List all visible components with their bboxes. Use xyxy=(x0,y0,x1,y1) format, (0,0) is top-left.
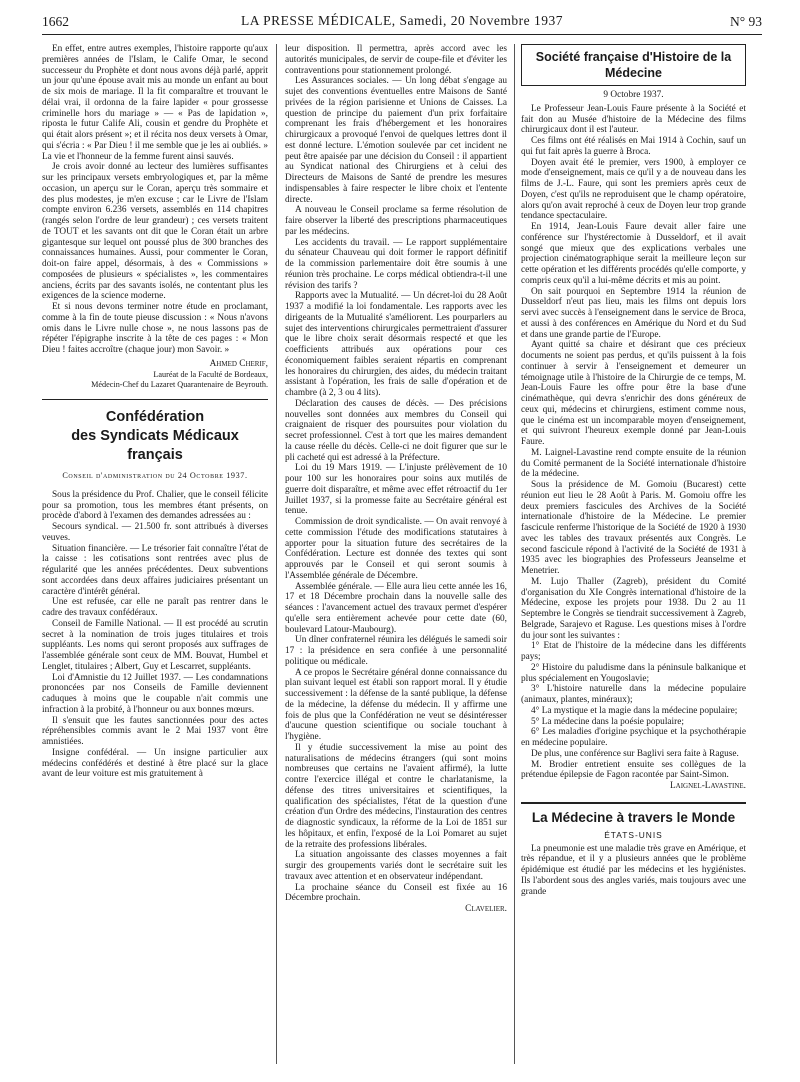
meeting-date: 9 Octobre 1937. xyxy=(603,90,664,100)
paragraph: Rapports avec la Mutualité. — Un décret-loi du 28 Août 1937 a modifié la loi fondamentale. Les rapports avec les dirigeants de la Mutualité s'améliorent. Les pourparlers au sujet des interventions chirurgicales permettraient d'assurer que le libre choix serait désormais respecté et que les coefficients attribués aux opérations pour ces économiquement faibles seraient répartis en comprenant les honoraires du chirurgien, des aides, du médecin traitant assistant à l'opération, les frais de salle d'opération et de chambre (à 2, 3 ou 4 lits). xyxy=(285,291,507,398)
paragraph: leur disposition. Il permettra, après accord avec les autorités municipales, de servir de coupe-file et d'éviter les contraventions pour stationnement prolongé. xyxy=(285,44,507,76)
paragraph: La pneumonie est une maladie très grave en Amérique, et très répandue, et il y a plusieurs années que le problème épidémique est étudié par les médecins et les hygiénistes. Ils l'abordent sous des angles variés, mais toujours avec une grande xyxy=(521,843,746,897)
paragraph: Sous la présidence du Prof. Chalier, que le conseil félicite pour sa promotion, tous les membres étant présents, on procède d'abord à l'examen des demandes adressées au : xyxy=(42,489,268,522)
paragraph: Il s'ensuit que les fautes sanctionnées pour des actes répréhensibles commis avant le 2 Mai 1937 vont être amnistiées. xyxy=(42,715,268,747)
paragraph: A ce propos le Secrétaire général donne connaissance du plan suivant lequel est établi son rapport moral. Il y étudie successivement : la défense de la santé publique, la défense de la médecine, la défense du médecin. Il y affirme une fois de plus que la Confédération ne veut se désintéresser d'aucune question scientifique ou sociale touchant à l'hygiène. xyxy=(285,667,507,742)
paragraph: Je crois avoir donné au lecteur des lumières suffisantes sur les principaux versets embryologiques et, par la même occasion, un aperçu sur le Coran, aperçu très sommaire et des plus modestes, je m'en excuse ; car le Livre de l'Islam compte environ 6.236 versets, assemblés en 114 chapitres (rangés selon l'ordre de leur grandeur) ; ces versets traitent de TOUT et les savants ont dit que le Coran était un arbre gigantesque sur lequel ont poussé plus de 300 branches des connaissances humaines. Aussi, pour commenter le Coran, doit-on faire appel, désormais, à des « Commissions » composées de plusieurs « spécialistes », les commentaires anciens, écrits par des savants isolés, ne contentant plus les exigences de la science moderne. xyxy=(42,162,268,302)
section-title xyxy=(42,408,268,465)
paragraph: En effet, entre autres exemples, l'histoire rapporte qu'aux premières années de l'Islam, le Calife Omar, le second successeur du Prophète et dont nous avons déjà parlé, apprit un jour qu'une épouse avait mis au monde un enfant au bout de six mois de mariage. Il la fit comparaître et trouvant le délai vrai, il ordonna de la faire lapider « pour grossesse criminelle hors du mariage » — « Pas de lapidation », riposta le futur Calife Ali, cousin et gendre du Prophète et qui était alors présent »; et il récita nos deux versets à Omar, qui s'écria : « Par Dieu ! il me semble que je les ai oubliés. » La vie et l'honneur de la femme furent ainsi sauvés. xyxy=(42,44,268,162)
section-subtitle: Conseil d'administration du 24 Octobre 1937. xyxy=(62,471,248,480)
list-item: 4° La mystique et la magie dans la médecine populaire; xyxy=(531,705,738,716)
column-middle xyxy=(285,44,507,1074)
paragraph: En 1914, Jean-Louis Faure devait aller faire une conférence sur l'hystérectomie à Dusseldorf, et il avait songé que mieux que des explications verbales une projection cinématographique serait la meilleure leçon sur cette opération et les différents procédés qu'elle comporte, y compris ceux qu'il a lui-même décrits et mis au point. xyxy=(521,222,746,286)
issue-number: N° 93 xyxy=(729,14,762,29)
list-item: 2° Histoire du paludisme dans la péninsule balkanique et plus spécialement en Yougoslavie; xyxy=(521,662,746,684)
paragraph: Loi du 19 Mars 1919. — L'injuste prélèvement de 10 pour 100 sur les honoraires pour soins aux mutilés de guerre doit disparaître, et même avec effet rétroactif du 1er Juillet 1937, si la promesse faite au Secrétaire général est tenue. xyxy=(285,463,507,517)
paragraph: Secours syndical. — 21.500 fr. sont attribués à diverses veuves. xyxy=(42,522,268,543)
paragraph: On sait pourquoi en Septembre 1914 la réunion de Dusseldorf n'eut pas lieu, mais les films ont depuis lors servi avec succès à l'enseignement dans le service de Broca, et aussi à des conférences en Amérique du Nord et du Sud et dans une grande partie de l'Europe. xyxy=(521,286,746,340)
paragraph: Assemblée générale. — Elle aura lieu cette année les 16, 17 et 18 Décembre prochain dans la nouvelle salle des séances : l'avancement actuel des travaux permet d'espérer qu'elle sera entièrement achevée pour cette date (60, boulevard Latour-Maubourg). xyxy=(285,581,507,635)
list-item: 1° Etat de l'histoire de la médecine dans les différents pays; xyxy=(521,641,746,662)
paragraph: Une est refusée, car elle ne paraît pas rentrer dans le cadre des travaux confédéraux. xyxy=(42,597,268,618)
paragraph: La prochaine séance du Conseil est fixée au 16 Décembre prochain. xyxy=(285,882,507,904)
paragraph: Un dîner confraternel réunira les délégués le samedi soir 17 : la présidence en sera confiée à une personnalité politique ou médicale. xyxy=(285,635,507,667)
paragraph: A nouveau le Conseil proclame sa ferme résolution de faire observer la liberté des prescriptions pharmaceutiques par les médecins. xyxy=(285,205,507,237)
paragraph: Situation financière. — Le trésorier fait connaître l'état de la caisse : les cotisations sont rentrées avec plus de régularité que les années précédentes. Deux subventions sont accordées dans deux affaires judiciaires présentant un caractère d'intérêt général. xyxy=(42,543,268,597)
section-title: Société française d'Histoire de la Médecine xyxy=(535,50,732,80)
title-line: des Syndicats Médicaux xyxy=(71,428,239,444)
title-line: Confédération xyxy=(105,409,205,425)
paragraph: De plus, une conférence sur Baglivi sera faite à Raguse. xyxy=(531,748,739,759)
column-left xyxy=(42,44,268,1074)
column-divider xyxy=(514,44,515,1064)
paragraph: Ayant quitté sa chaire et désirant que ces précieux documents ne soient pas perdus, et qu'ils puissent à la fois continuer à servir à l'enseignement et demeurer un témoignage utile à l'histoire de la Chirurgie de ce temps, M. Jean-Louis Faure les offre pour être la base d'une cinémathèque, qui devra s'enrichir des dons généreux de ceux qui, médecins et chirurgiens, estiment comme nous, que le cinéma est un incomparable moyen d'enseignement, et qui suivront l'heureux exemple donné par Jean-Louis Faure. xyxy=(521,340,746,447)
section-rule xyxy=(521,802,746,804)
subsection-title: ÉTATS-UNIS xyxy=(604,829,663,840)
paragraph: Le Professeur Jean-Louis Faure présente à la Société et fait don au Musée d'histoire de la Médecine des films chirurgicaux dont il est l'auteur. xyxy=(521,103,746,136)
paragraph: M. Lujo Thaller (Zagreb), président du Comité d'organisation du XIe Congrès international d'histoire de la Médecine, expose les projets pour 1938. Du 2 au 11 Septembre le Congrès se tiendrait successivement à Zagreb, Belgrade, Sarajevo et Raguse. Les questions mises à l'ordre du jour sont les suivantes : xyxy=(521,576,746,641)
paragraph: Et si nous devons terminer notre étude en proclamant, comme à la fin de toute pieuse discussion : « Nous n'avons omis dans le Livre nulle chose », ne nous lassons pas de répéter l'épigraphe inscrite à la tête de ces pages : « Mon Dieu ! faites accroître (chaque jour) mon Savoir. » xyxy=(42,302,268,355)
paragraph: Sous la présidence de M. Gomoiu (Bucarest) cette réunion eut lieu le 28 Août à Paris. M. Gomoiu offre les deux premiers fascicules des Archives de la Société internationale d'histoire de la Médecine. Le premier fascicule renferme l'historique de la Société de 1920 à 1930 avec les tables des travaux présentés aux Congrès. Le second fascicule répond à l'activité de la Société de 1931 à 1935 avec les biographies des Professeurs Jeanselme et Menetrier. xyxy=(521,480,746,576)
paragraph: Doyen avait été le premier, vers 1900, à employer ce mode d'enseignement, mais ce qu'il y a de nouveau dans les films de J.-L. Faure, qui sont les premiers après ceux de Doyen, c'est qu'ils ne reproduisent que le champ opératoire, alors qu'on avait reproché à ceux de Doyen leur trop grande tendance spectaculaire. xyxy=(521,157,746,222)
paragraph: Conseil de Famille National. — Il est procédé au scrutin secret à la nomination de trois juges titulaires et trois suppléants. Les noms qui seront proposés aux suffrages de l'assemblée générale sont ceux de MM. Bouvat, Humbel et Lenglet, titulaires ; Albert, Guy et Lescarret, suppléants. xyxy=(42,618,268,672)
paragraph: M. Brodier entretient ensuite ses collègues de la prétendue épilepsie de Fagon racontée par Saint-Simon. xyxy=(521,759,746,781)
paragraph: Les Assurances sociales. — Un long débat s'engage au sujet des conventions éventuelles entre Maisons de Santé privées de la région parisienne et Unions de Caisses. La question de principe du paiement d'un prix forfaitaire comprenant les frais d'hébergement et les honoraires chirurgicaux a provoqué l'envoi de quelques lettres dont il est donné lecture. L'émotion soulevée par cet incident ne peut être apaisée par une décision du Conseil : il appartient au Syndicat national des Chirurgiens et à celui des Directeurs de Maisons de Santé de prendre les mesures indispensables à faire respecter le libre choix et l'entente directe. xyxy=(285,76,507,205)
paragraph: Commission de droit syndicaliste. — On avait renvoyé à cette commission l'étude des modifications statutaires à apporter pour la situation future des secrétaires de la Confédération. Lecture est donnée des textes qui sont approuvés par le Conseil et qui seront soumis à l'Assemblée générale de Décembre. xyxy=(285,517,507,581)
list-item: 5° La médecine dans la poésie populaire; xyxy=(531,716,684,727)
section-title: La Médecine à travers le Monde xyxy=(531,809,736,825)
list-item: 3° L'histoire naturelle dans la médecine populaire (animaux, plantes, minéraux); xyxy=(521,684,746,705)
paragraph: M. Laignel-Lavastine rend compte ensuite de la réunion du Comité permanent de la Société internationale d'histoire de la médecine. xyxy=(521,447,746,480)
paragraph: Insigne confédéral. — Un insigne particulier aux médecins confédérés et destiné à être placé sur la glace avant de leur voiture est mis gratuitement à xyxy=(42,747,268,780)
list-item: 6° Les maladies d'origine psychique et la psychothérapie en médecine populaire. xyxy=(521,727,746,748)
signature: Laignel-Lavastine. xyxy=(669,781,746,791)
column-divider xyxy=(276,44,277,1064)
page-header xyxy=(42,8,762,35)
author-affiliation: Lauréat de la Faculté de Bordeaux, xyxy=(153,369,268,379)
page-number: 1662 xyxy=(42,14,69,29)
paragraph: Loi d'Amnistie du 12 Juillet 1937. — Les condamnations prononcées par nos Conseils de Famille deviennent caduques à moins que le coupable n'ait commis une infraction à la probité, à l'honneur ou aux bonnes mœurs. xyxy=(42,672,268,715)
paragraph: Les accidents du travail. — Le rapport supplémentaire du sénateur Chauveau qui doit former le rapport définitif de la commission parlementaire doit être soumis à une réunion très prochaine. Le corps médical obtiendra-t-il une révision des tarifs ? xyxy=(285,237,507,291)
author-name: Ahmed Cherif, xyxy=(209,358,268,369)
journal-title: LA PRESSE MÉDICALE, Samedi, 20 Novembre 1937 xyxy=(241,13,563,28)
title-line: français xyxy=(127,447,183,463)
column-right xyxy=(521,44,746,1074)
paragraph: Ces films ont été réalisés en Mai 1914 à Cochin, sauf un qui fut fait après la guerre à Broca. xyxy=(521,136,746,157)
paragraph: Il y étudie successivement la mise au point des naturalisations de médecins étrangers (qui sont moins nombreuses que certains ne l'avaient affirmé), la lutte contre l'exercice illégal et contre le charlatanisme, la défense des titres universitaires et scientifiques, la qualification des spécialistes, l'état de la question d'une création d'un Ordre des médecins, l'instauration des centres de diagnostic syndicaux, la réforme de la Loi de 1851 sur les hôpitaux, et enfin, l'exposé de la Loi Pomaret au sujet de la retraite des professions libérales. xyxy=(285,742,507,850)
society-section xyxy=(521,44,746,86)
section-rule xyxy=(42,399,268,400)
paragraph: La situation angoissante des classes moyennes a fait surgir des groupements variés dont le secrétaire suit les travaux avec attention et en observateur indépendant. xyxy=(285,850,507,882)
author-affiliation: Médecin-Chef du Lazaret Quarantenaire de Beyrouth. xyxy=(91,380,268,390)
paragraph: Déclaration des causes de décès. — Des précisions nouvelles sont données aux membres du Conseil qui craignaient de risquer des poursuites pour violation du secret professionnel. C'est à tort que les maires demandent la cause réelle du décès. Celle-ci ne doit figurer que sur le pli cacheté qui est adressé à la Préfecture. xyxy=(285,398,507,463)
signature: Clavelier. xyxy=(465,904,507,914)
